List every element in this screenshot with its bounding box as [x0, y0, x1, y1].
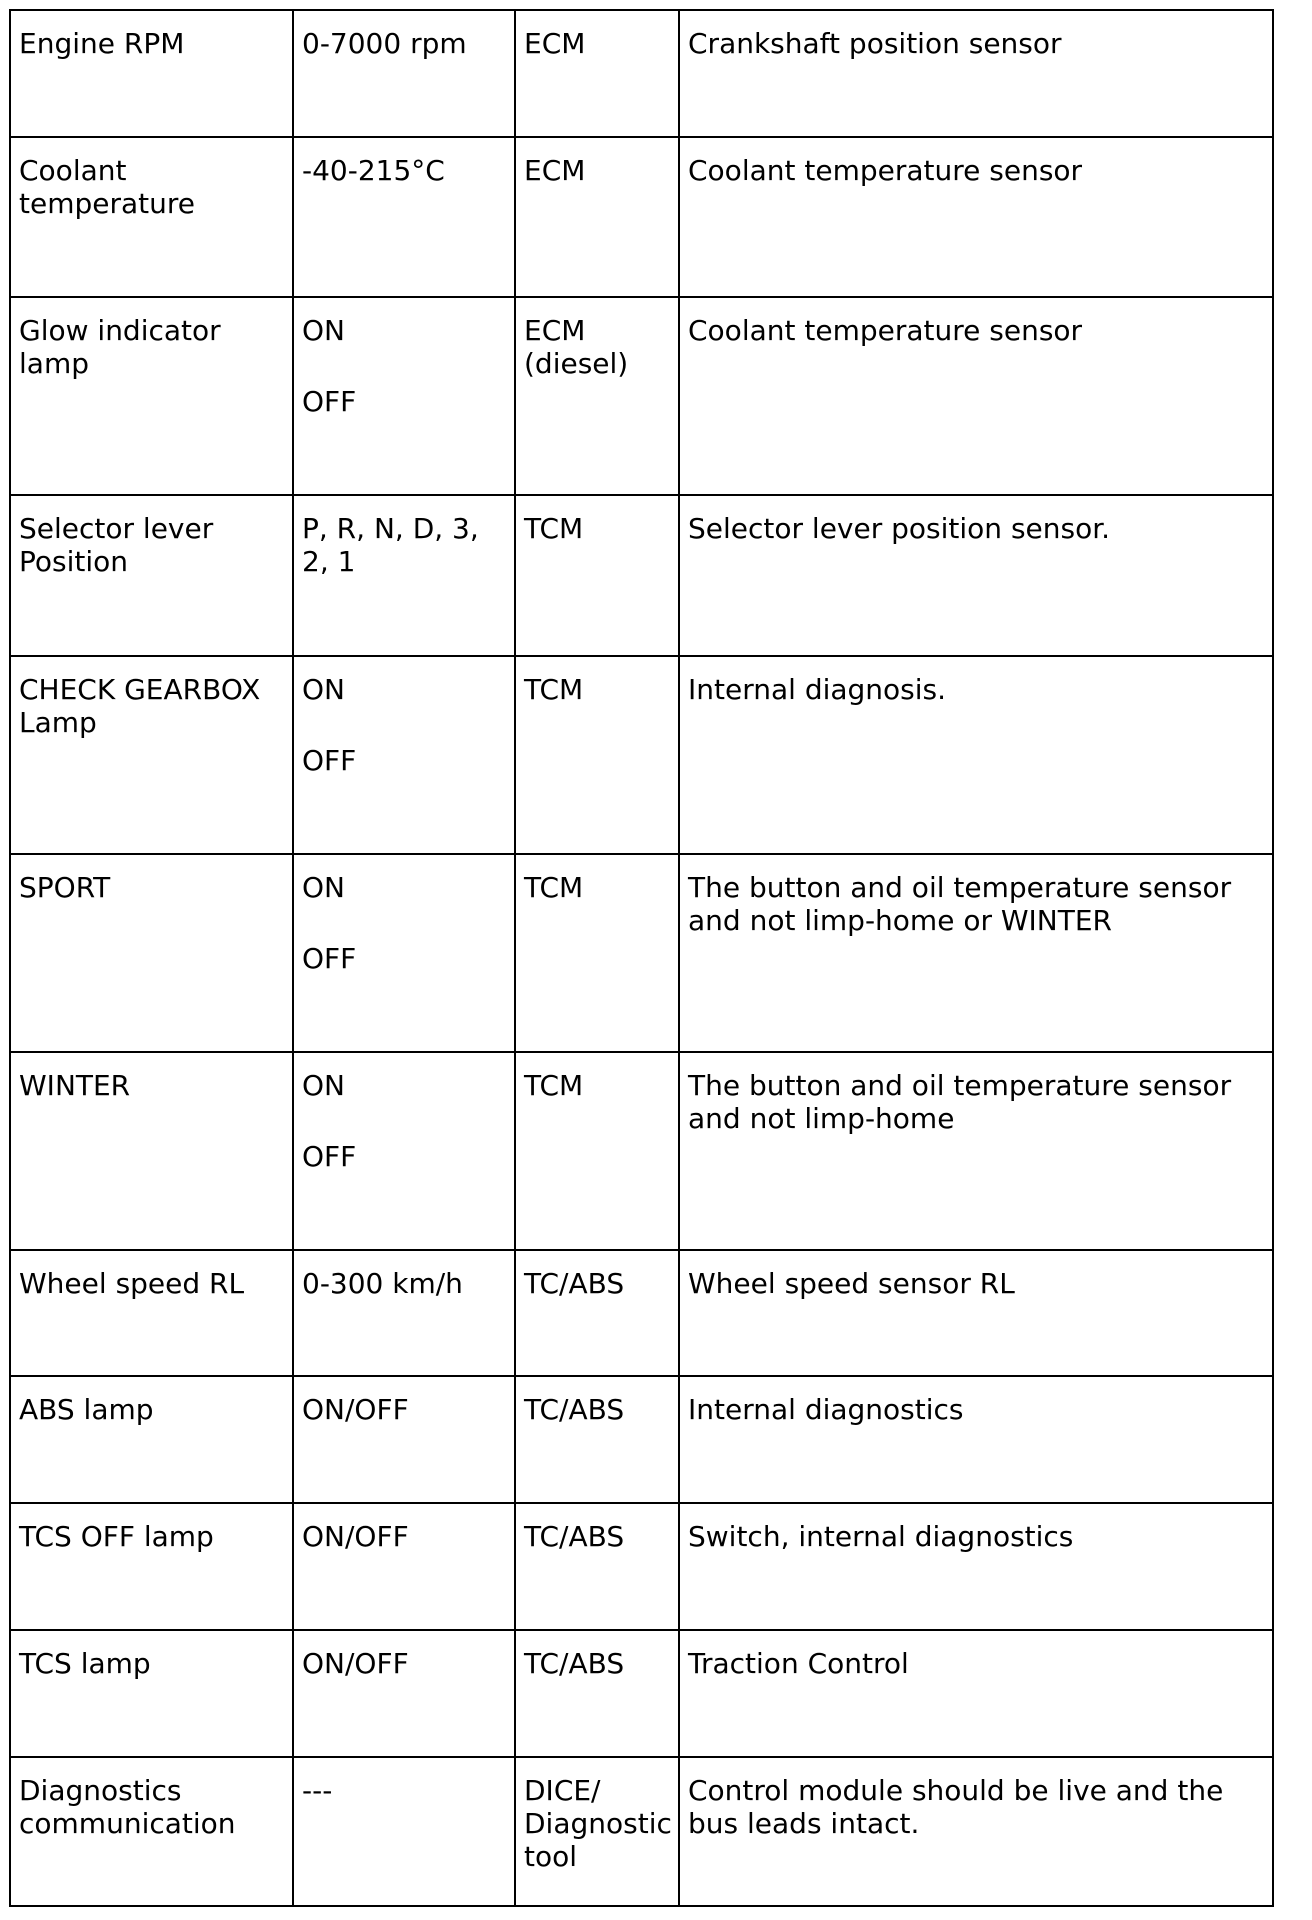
cell-module: [515, 10, 679, 137]
cell-text: The button and oil temperature sensor: [688, 1069, 1232, 1102]
cell-module: [515, 1630, 679, 1757]
cell-text: ON/OFF: [302, 1520, 409, 1553]
cell-text: OFF: [302, 744, 357, 777]
cell-source: [679, 1503, 1273, 1630]
cell-text: Switch, internal diagnostics: [688, 1520, 1074, 1553]
cell-text: Coolant temperature sensor: [688, 314, 1083, 347]
cell-text: Lamp: [19, 706, 97, 739]
cell-source: [679, 495, 1273, 656]
cell-range: [293, 1376, 515, 1503]
cell-parameter: [10, 656, 293, 854]
table-body: [10, 10, 1273, 1906]
cell-text: ECM: [524, 154, 586, 187]
cell-text: DICE/: [524, 1774, 601, 1807]
cell-text: Wheel speed RL: [19, 1267, 245, 1300]
cell-text: and not limp-home or WINTER: [688, 904, 1113, 937]
cell-text: and not limp-home: [688, 1102, 955, 1135]
cell-parameter: [10, 137, 293, 297]
cell-source: [679, 137, 1273, 297]
cell-source: [679, 854, 1273, 1052]
cell-range: [293, 854, 515, 1052]
cell-text: TC/ABS: [524, 1647, 625, 1680]
cell-text: The button and oil temperature sensor: [688, 871, 1232, 904]
cell-text: lamp: [19, 347, 89, 380]
cell-text: WINTER: [19, 1069, 131, 1102]
diagnostic-parameter-table: [9, 9, 1274, 1907]
cell-text: ON/OFF: [302, 1393, 409, 1426]
table-row: [10, 1250, 1273, 1376]
cell-text: -40-215°C: [302, 154, 445, 187]
cell-text: OFF: [302, 1140, 357, 1173]
cell-parameter: [10, 1052, 293, 1250]
table-row: [10, 137, 1273, 297]
cell-module: [515, 854, 679, 1052]
table-row: [10, 1376, 1273, 1503]
table-row: [10, 1503, 1273, 1630]
cell-text: 2, 1: [302, 545, 356, 578]
cell-source: [679, 10, 1273, 137]
cell-text: Diagnostics: [19, 1774, 182, 1807]
cell-module: [515, 137, 679, 297]
cell-text: TCM: [524, 673, 584, 706]
cell-module: [515, 297, 679, 495]
cell-text: bus leads intact.: [688, 1807, 920, 1840]
cell-module: [515, 656, 679, 854]
cell-module: [515, 1757, 679, 1906]
cell-text: Position: [19, 545, 129, 578]
cell-parameter: [10, 297, 293, 495]
cell-source: [679, 1376, 1273, 1503]
cell-text: Control module should be live and the: [688, 1774, 1224, 1807]
table-row: [10, 656, 1273, 854]
cell-parameter: [10, 495, 293, 656]
cell-text: ECM: [524, 314, 586, 347]
cell-parameter: [10, 10, 293, 137]
cell-text: P, R, N, D, 3,: [302, 512, 479, 545]
cell-text: Internal diagnosis.: [688, 673, 947, 706]
cell-text: Traction Control: [688, 1647, 909, 1680]
cell-text: TC/ABS: [524, 1393, 625, 1426]
cell-text: Wheel speed sensor RL: [688, 1267, 1015, 1300]
cell-text: TCM: [524, 871, 584, 904]
table-row: [10, 10, 1273, 137]
cell-range: [293, 1630, 515, 1757]
table-row: [10, 1630, 1273, 1757]
cell-text: Internal diagnostics: [688, 1393, 964, 1426]
cell-text: communication: [19, 1807, 236, 1840]
cell-text: Coolant temperature sensor: [688, 154, 1083, 187]
cell-text: ON: [302, 1069, 345, 1102]
cell-source: [679, 1757, 1273, 1906]
cell-text: SPORT: [19, 871, 111, 904]
cell-parameter: [10, 854, 293, 1052]
cell-range: [293, 10, 515, 137]
cell-source: [679, 1052, 1273, 1250]
cell-text: ON: [302, 673, 345, 706]
cell-text: Selector lever: [19, 512, 214, 545]
cell-text: (diesel): [524, 347, 629, 380]
cell-text: OFF: [302, 942, 357, 975]
cell-text: TC/ABS: [524, 1520, 625, 1553]
cell-text: CHECK GEARBOX: [19, 673, 261, 706]
cell-range: [293, 297, 515, 495]
cell-text: ON/OFF: [302, 1647, 409, 1680]
cell-text: Coolant: [19, 154, 127, 187]
table-row: [10, 495, 1273, 656]
cell-text: Selector lever position sensor.: [688, 512, 1111, 545]
cell-text: ---: [302, 1774, 333, 1807]
cell-module: [515, 1052, 679, 1250]
cell-source: [679, 297, 1273, 495]
cell-text: ON: [302, 314, 345, 347]
cell-text: temperature: [19, 187, 195, 220]
cell-parameter: [10, 1503, 293, 1630]
cell-parameter: [10, 1250, 293, 1376]
cell-text: ECM: [524, 27, 586, 60]
cell-module: [515, 1376, 679, 1503]
cell-range: [293, 1757, 515, 1906]
cell-text: ON: [302, 871, 345, 904]
cell-text: TCS lamp: [19, 1647, 151, 1680]
cell-range: [293, 1250, 515, 1376]
cell-module: [515, 1250, 679, 1376]
cell-text: 0-7000 rpm: [302, 27, 467, 60]
table-row: [10, 297, 1273, 495]
cell-source: [679, 1630, 1273, 1757]
cell-module: [515, 495, 679, 656]
cell-range: [293, 137, 515, 297]
cell-text: Diagnostic: [524, 1807, 672, 1840]
cell-text: 0-300 km/h: [302, 1267, 463, 1300]
table-row: [10, 1052, 1273, 1250]
cell-range: [293, 1503, 515, 1630]
cell-range: [293, 495, 515, 656]
cell-source: [679, 656, 1273, 854]
cell-module: [515, 1503, 679, 1630]
cell-source: [679, 1250, 1273, 1376]
cell-text: TCM: [524, 512, 584, 545]
cell-range: [293, 656, 515, 854]
cell-parameter: [10, 1376, 293, 1503]
cell-text: tool: [524, 1840, 578, 1873]
cell-text: ABS lamp: [19, 1393, 154, 1426]
cell-text: OFF: [302, 385, 357, 418]
table-row: [10, 1757, 1273, 1906]
cell-text: Engine RPM: [19, 27, 185, 60]
cell-range: [293, 1052, 515, 1250]
cell-text: Glow indicator: [19, 314, 221, 347]
cell-parameter: [10, 1630, 293, 1757]
cell-parameter: [10, 1757, 293, 1906]
cell-text: TCS OFF lamp: [19, 1520, 214, 1553]
cell-text: TC/ABS: [524, 1267, 625, 1300]
cell-text: Crankshaft position sensor: [688, 27, 1062, 60]
cell-text: TCM: [524, 1069, 584, 1102]
table-row: [10, 854, 1273, 1052]
